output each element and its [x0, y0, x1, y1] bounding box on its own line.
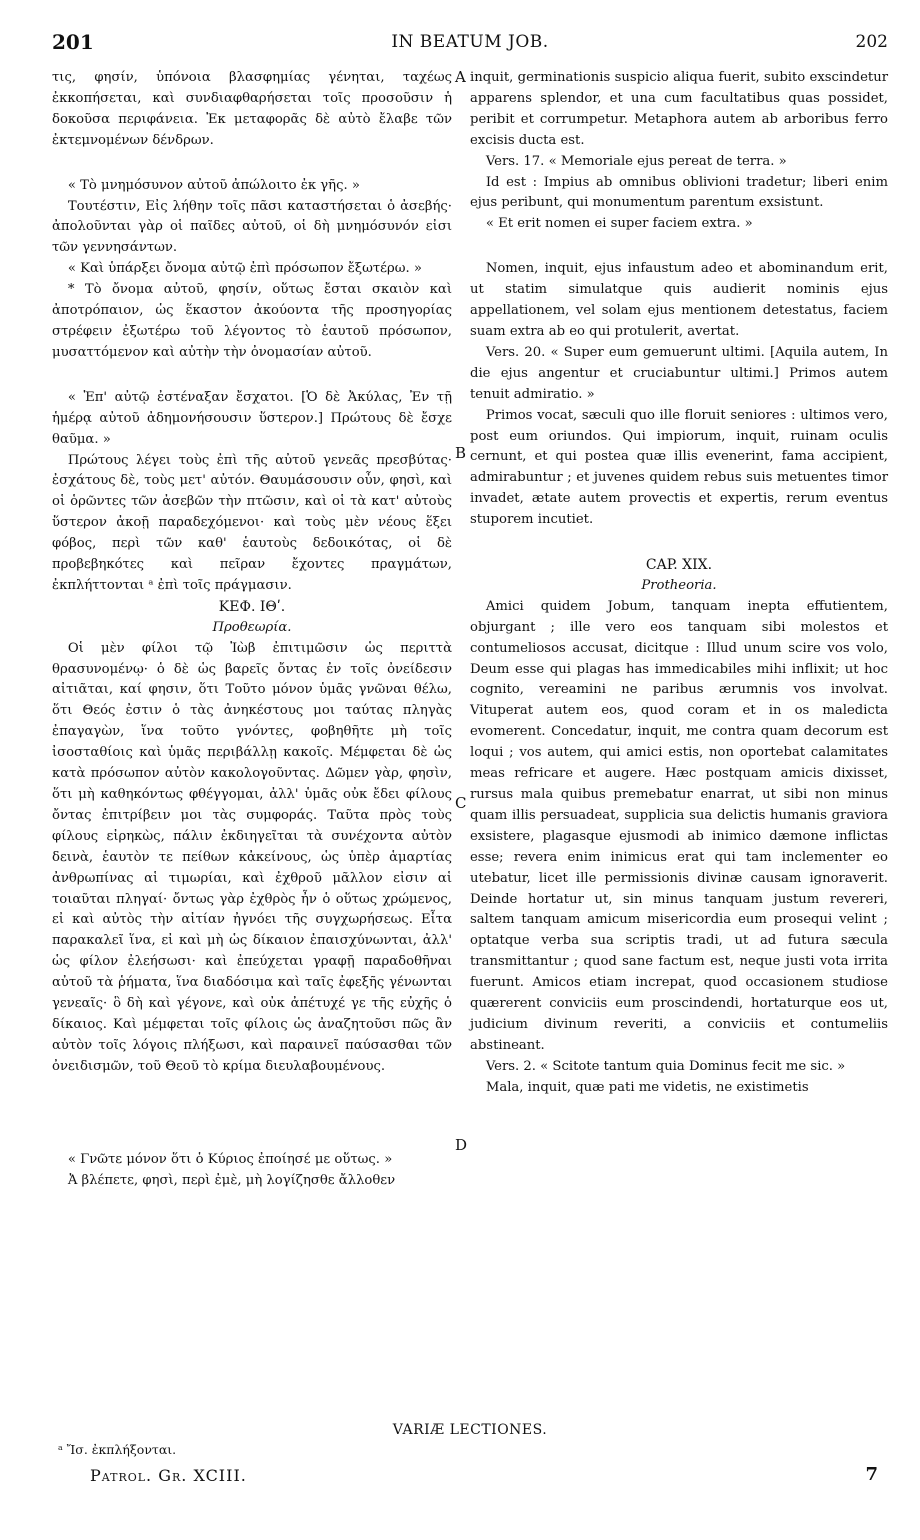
greek-protheoria-body: Οἱ μὲν φίλοι τῷ Ἰὼβ ἐπιτιμῶσιν ὡς περιττὰ θρασυνομένῳ· ὁ δὲ ὡς βαρεῖς ὄντας ἐν τοῖς ὀνείδεσιν αἰτιᾶται, καί φησιν, ὅτι Τοῦτο μόνον ὑμᾶς γνῶναι θέλω, ὅτι Θεός ἐστιν ὁ τὰς ἀνηκέστους μοι ταύτας πληγὰς ἐπαγαγὼν, ἵνα τοῦτο γνόντες, φοβηθῆτε μὴ τοῖς ἰσοσταθίοις καὶ ὑμᾶς περιβάλλῃ κακοῖς. Μέμφεται δὲ ὡς κατὰ πρόσωπον αὐτὸν κακολογοῦντας. Δῶμεν γὰρ, φησὶν, ὅτι μὴ καθηκόντως φθέγγομαι, ἀλλ' ὑμᾶς οὐκ ἔδει φίλους ὄντας ἐπιτρίβειν μοι τὰς συμφοράς. Ταῦτα πρὸς τοὺς φίλους εἰρηκὼς, πάλιν ἐκδιηγεῖται τὰ συνέχοντα αὐτὸν δεινὰ, ἑαυτὸν τε πείθων κἀκείνους, ὡς ὑπὲρ ἁμαρτίας ἀνθρωπίνας αἱ τιμωρίαι, καὶ ἐχθροῦ μᾶλλον εἰσιν αἱ τοιαῦται πληγαί· ὄντως γὰρ ἐχθρὸς ἦν ὁ οὕτως χρώμενος, εἰ καὶ αὐτὸς τὴν αἰτίαν ἠγνόει τῆς συγχωρήσεως. Εἶτα παρακαλεῖ ἵνα, εἰ καὶ μὴ ὡς δίκαιον ἐπαισχύνωνται, ἀλλ' ὡς φίλον ἐλεήσωσι· καὶ ἐπεύχεται γραφῇ παραδοθῆναι αὐτοῦ τὰ ῥήματα, ἵνα διαδόσιμα καὶ ταῖς ἐφεξῆς γένωνται γενεαῖς· ὃ δὴ καὶ γέγονε, καὶ οὐκ ἀπέτυχέ γε τῆς εὐχῆς ὁ δίκαιος. Καὶ μέμφεται τοῖς φίλοις ὡς ἀναζητοῦσι πῶς ἂν αὐτὸν τοῖς λόγοις πλήξωσι, καὶ παραινεῖ παύσασθαι τῶν ὀνειδισμῶν, τοῦ Θεοῦ τὸ κρίμα διευλαβουμένους. [52, 640, 452, 1074]
greek-verse-17-commentary: Τουτέστιν, Εἰς λήθην τοῖς πᾶσι καταστήσεται ὁ ἀσεβής· ἀπολοῦνται γὰρ οἱ παῖδες αὐτοῦ, οἱ δὴ μνημόσυνόν εἰσι τῶν γεννησάντων. [52, 198, 452, 256]
page-footer [52, 1420, 888, 1510]
greek-verse-17b-commentary: * Τὸ ὄνομα αὐτοῦ, φησίν, οὕτως ἔσται σκαιὸν καὶ ἀποτρόπαιον, ὡς ἕκαστον ἀκούοντα τῆς προσηγορίας στρέφειν ἐξωτέρω τοῦ λέγοντος τὸ ἑαυτοῦ πρόσωπον, μυσαττόμενον καὶ αὐτὴν τὴν ὀνομασίαν αὐτοῦ. [52, 282, 452, 360]
latin-column [470, 68, 888, 1099]
gathering-signature: 7 [865, 1464, 878, 1485]
page [52, 28, 888, 1518]
section-marker-a: A [455, 68, 466, 86]
latin-verse-17-commentary: Id est : Impius ab omnibus oblivioni tradetur; liberi enim ejus peribunt, qui monumentum parentum exsistunt. [470, 174, 888, 211]
page-number-left: 201 [52, 30, 94, 54]
latin-verse-17b-quote: « Et erit nomen ei super faciem extra. » [485, 216, 753, 232]
variant-reading-note: ᵃ Ἴσ. ἐκπλήξονται. [58, 1442, 177, 1457]
section-marker-d: D [455, 1136, 468, 1154]
greek-verse-2-quote: « Γνῶτε μόνον ὅτι ὁ Κύριος ἐποίησέ με οὕτως. » [67, 1151, 393, 1167]
patrologia-signature: Patrol. Gr. XCIII. [90, 1466, 247, 1485]
latin-chapter-heading: CAP. XIX. [645, 557, 713, 574]
latin-verse-20-quote: Vers. 20. « Super eum gemuerunt ultimi. [Aquila autem, In die ejus angentur et cruciabuntur ultimi.] Primos autem tenuit admiratio. » [470, 344, 888, 402]
latin-protheoria-body: Amici quidem Jobum, tanquam inepta effutientem, objurgant ; ille vero eos tanquam sibi molestos et contumeliosos accusat, dicitque : Illud unum scire vos volo, Deum esse qui plagas has immedicabiles mihi inflixit; ut hoc cognito, vereamini ne paribus ærumnis vos involvat. Vituperat autem eos, quod coram et in os maledicta evomerent. Concedatur, inquit, me contra quam decorum est loqui ; vos autem, qui amici estis, non oportebat calamitates meas refricare et augere. Hæc postquam amicis dixisset, rursus mala quibus premebatur enarrat, ut sibi non minus quam illis persuadeat, supplicia sua delictis humanis graviora exsistere, plagasque ejusmodi ab inimico dæmone inflictas esse; revera enim inimicus erat qui tam inclementer eo utebatur, licet ille permissionis divinæ causam ignoraverit. Deinde hortatur ut, sin minus tanquam justum revereri, saltem tanquam amicum misericordia eum prosequi velint ; optatque verba sua scriptis tradi, ut ad futura sæcula transmittantur ; quod sane factum est, neque justi vota irrita fuerunt. Amicos etiam increpat, quod occasionem studiose quærerent conviciis eum proscindendi, hortaturque eos ut, judicium divinum reveriti, a conviciis et contumeliis abstineant. [470, 598, 888, 1053]
variae-lectiones-heading: VARIÆ LECTIONES. [392, 1422, 548, 1438]
latin-paragraph-intro: inquit, germinationis suspicio aliqua fuerit, subito exscindetur apparens splendor, et una cum facultatibus quas possidet, peribit et corrumpetur. Metaphora autem ab arboribus ferro excisis ducta est. [470, 70, 888, 148]
greek-verse-20-quote: « Ἐπ' αὐτῷ ἐστέναξαν ἔσχατοι. [Ὁ δὲ Ἀκύλας, Ἐν τῇ ἡμέρᾳ αὐτοῦ ἀδημονήσουσιν ὕστερον.] Πρώτους δὲ ἔσχε θαῦμα. » [52, 389, 452, 447]
latin-verse-20-commentary: Primos vocat, sæculi quo ille floruit seniores : ultimos vero, post eum oriundos. Qui impiorum, inquit, ruinam oculis cernunt, et qui postea quæ illis evenerint, fama accipient, admirabuntur ; et juvenes quidem rebus suis metuentes timor invadet, ætate autem provectis et expertis, rerum eventus stuporem incutiet. [470, 407, 888, 528]
page-number-right: 202 [855, 32, 888, 52]
latin-verse-2-quote: Vers. 2. « Scitote tantum quia Dominus fecit me sic. » [485, 1058, 846, 1074]
latin-verse-17b-commentary: Nomen, inquit, ejus infaustum adeo et abominandum erit, ut statim simulatque quis audierit nominis ejus appellationem, vel solam ejus mentionem detestatus, faciem suam extra ab eo qui protulerit, avertat. [470, 261, 888, 339]
greek-chapter-heading: ΚΕΦ. ΙΘʹ. [218, 598, 286, 615]
greek-verse-20-commentary: Πρώτους λέγει τοὺς ἐπὶ τῆς αὐτοῦ γενεᾶς πρεσβύτας· ἐσχάτους δὲ, τοὺς μετ' αὐτόν. Θαυμάσουσιν οὖν, φησὶ, καὶ οἱ ὁρῶντες τῶν ἀσεβῶν τὴν πτῶσιν, καὶ οἱ τὰ κατ' αὐτοὺς ὕστερον ἀκοῇ παραδεχόμενοι· καὶ τοὺς μὲν νέους ἕξει φόβος, περὶ τῶν καθ' ἑαυτοὺς δεδοικότας, οἱ δὲ προβεβηκότες καὶ πεῖραν ἔχοντες πραγμάτων, ἐκπλήττονται ᵃ ἐπὶ τοῖς πράγμασιν. [52, 452, 452, 593]
latin-protheoria-heading: Protheoria. [641, 577, 717, 593]
section-marker-c: C [455, 794, 467, 812]
section-marker-b: B [455, 444, 467, 462]
greek-verse-17-quote: « Τὸ μνημόσυνον αὐτοῦ ἀπώλοιτο ἐκ γῆς. » [67, 177, 360, 193]
greek-column [52, 68, 452, 1192]
greek-protheoria-heading: Προθεωρία. [212, 619, 292, 635]
running-header [52, 28, 888, 58]
greek-verse-17b-quote: « Καὶ ὑπάρξει ὄνομα αὐτῷ ἐπὶ πρόσωπον ἔξωτέρω. » [67, 261, 422, 277]
greek-paragraph-intro: τις, φησίν, ὑπόνοια βλασφημίας γένηται, ταχέως ἐκκοπήσεται, καὶ συνδιαφθαρήσεται τοῖς προσοῦσιν ἡ δοκοῦσα περιφάνεια. Ἐκ μεταφορᾶς δὲ αὐτὸ ἔλαβε τῶν ἐκτεμνομένων δένδρων. [52, 70, 452, 148]
running-title: IN BEATUM JOB. [391, 32, 549, 52]
latin-verse-2-commentary: Mala, inquit, quæ pati me videtis, ne existimetis [485, 1079, 809, 1095]
greek-verse-2-commentary: Ἀ βλέπετε, φησὶ, περὶ ἐμὲ, μὴ λογίζησθε ἄλλοθεν [67, 1172, 396, 1188]
latin-verse-17-quote: Vers. 17. « Memoriale ejus pereat de terra. » [485, 153, 787, 169]
